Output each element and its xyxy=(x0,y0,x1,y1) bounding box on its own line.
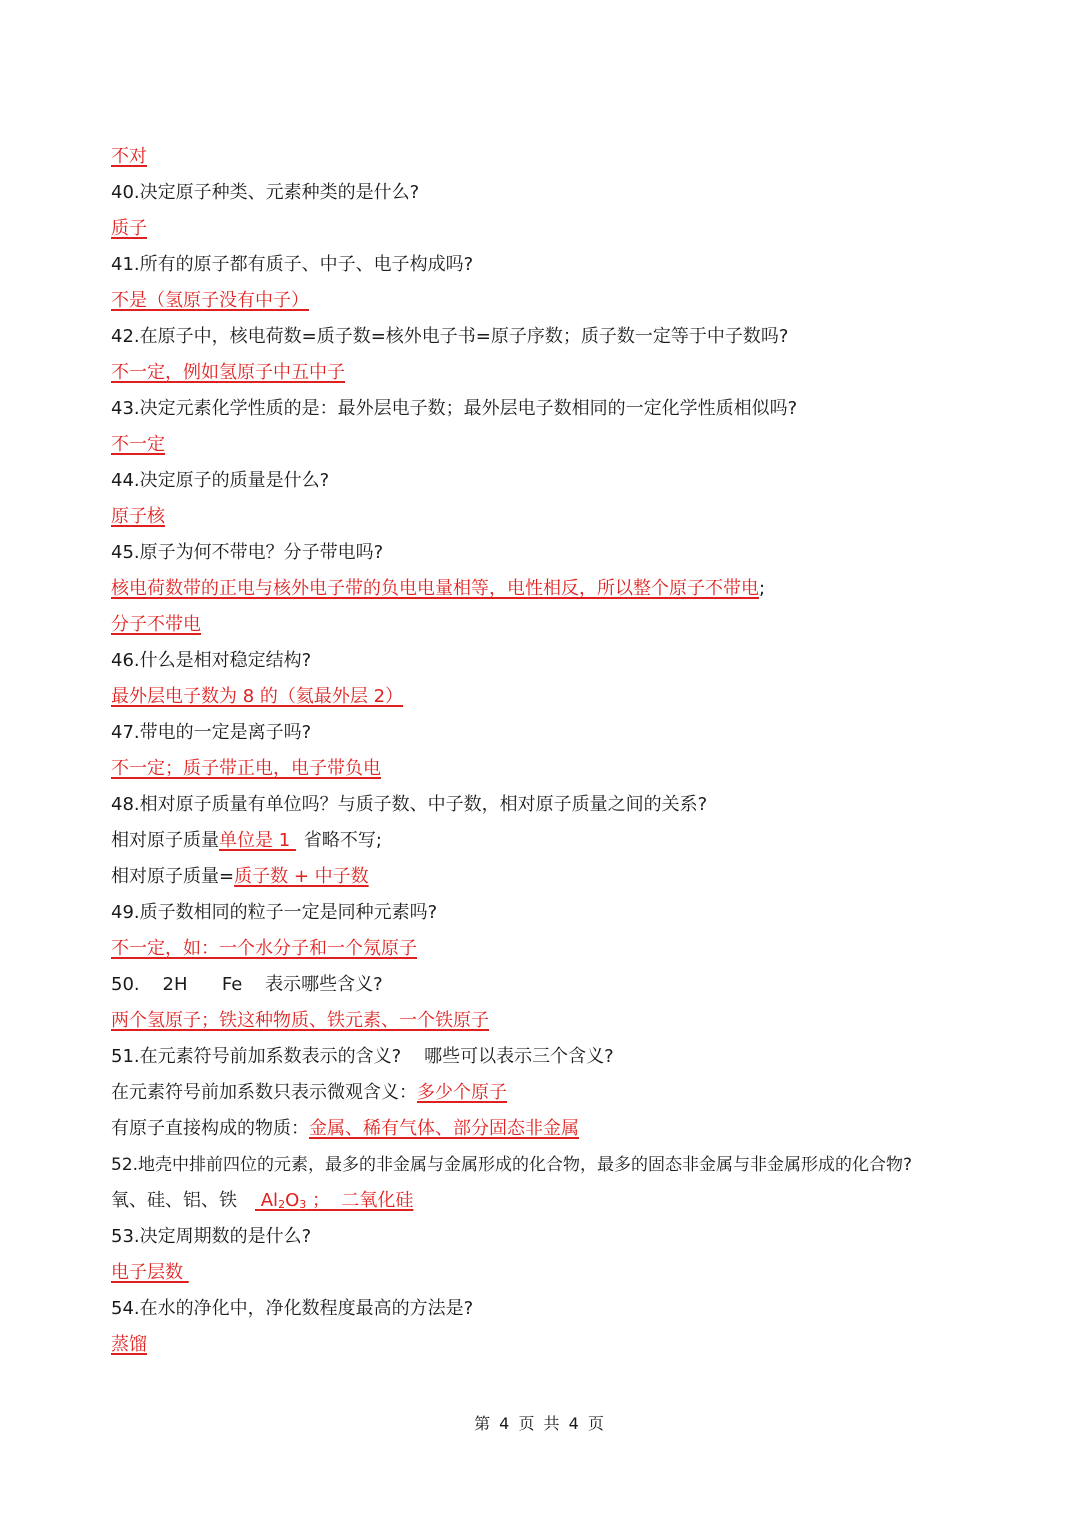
line-prefix: 相对原子质量 xyxy=(111,830,219,851)
answer-text: 多少个原子 xyxy=(417,1082,507,1103)
formula-sep: ； xyxy=(311,1190,330,1211)
mixed-line xyxy=(111,1075,1011,1111)
answer-line xyxy=(111,283,1011,319)
question-line: 48.相对原子质量有单位吗？与质子数、中子数，相对原子质量之间的关系? xyxy=(111,794,708,815)
question-line: 46.什么是相对稳定结构? xyxy=(111,650,312,671)
answer-line xyxy=(111,607,1011,643)
answer-line xyxy=(111,1255,1011,1291)
line-prefix: 在元素符号前加系数只表示微观含义： xyxy=(111,1082,417,1103)
question-line: 45.原子为何不带电？分子带电吗? xyxy=(111,542,384,563)
answer-line xyxy=(111,1327,1011,1363)
answer-line xyxy=(111,571,1011,607)
answer-text: 质子 xyxy=(111,218,147,239)
answer-text: 分子不带电 xyxy=(111,614,201,635)
answer-text: 最外层电子数为 8 的（氦最外层 2） xyxy=(111,686,404,707)
answer-text: 质子数 + 中子数 xyxy=(234,866,369,887)
answer-line xyxy=(111,211,1011,247)
answer-suffix: ; xyxy=(759,578,766,599)
answer-line xyxy=(111,427,1011,463)
answer-text: 电子层数 xyxy=(111,1262,189,1283)
question-line: 47.带电的一定是离子吗? xyxy=(111,722,312,743)
answer-text: 不一定；质子带正电，电子带负电 xyxy=(111,758,381,779)
mixed-line xyxy=(111,859,1011,895)
answer-text: 核电荷数带的正电与核外电子带的负电电量相等，电性相反，所以整个原子不带电 xyxy=(111,578,759,599)
formula-o: O xyxy=(285,1190,300,1211)
question-line: 49.质子数相同的粒子一定是同种元素吗? xyxy=(111,902,438,923)
question-line: 41.所有的原子都有质子、中子、电子构成吗? xyxy=(111,254,474,275)
answer-text: 不一定，例如氢原子中五中子 xyxy=(111,362,345,383)
qa-list xyxy=(111,139,1011,1363)
line-prefix: 相对原子质量= xyxy=(111,866,235,887)
answer-text: 不一定，如：一个水分子和一个氖原子 xyxy=(111,938,417,959)
answer-text: 不一定 xyxy=(111,434,165,455)
formula-sub-2: 2 xyxy=(278,1198,286,1211)
question-line: 53.决定周期数的是什么? xyxy=(111,1226,312,1247)
question-line: 50. 2H Fe 表示哪些含义? xyxy=(111,974,383,995)
question-line: 51.在元素符号前加系数表示的含义? 哪些可以表示三个含义? xyxy=(111,1046,614,1067)
formula-answer xyxy=(255,1190,413,1211)
line-prefix: 氧、硅、铝、铁 xyxy=(111,1190,237,1211)
answer-line xyxy=(111,679,1011,715)
line-prefix: 有原子直接构成的物质： xyxy=(111,1118,309,1139)
question-line: 43.决定元素化学性质的是：最外层电子数；最外层电子数相同的一定化学性质相似吗? xyxy=(111,398,798,419)
formula-sio2: 二氧化硅 xyxy=(341,1190,414,1211)
line-suffix: 省略不写; xyxy=(303,830,382,851)
answer-line xyxy=(111,1003,1011,1039)
formula-al: Al xyxy=(260,1190,279,1211)
answer-text: 不是（氢原子没有中子） xyxy=(111,290,309,311)
question-line: 54.在水的净化中，净化数程度最高的方法是? xyxy=(111,1298,474,1319)
answer-text: 不对 xyxy=(111,146,147,167)
answer-line xyxy=(111,931,1011,967)
answer-text: 两个氢原子；铁这种物质、铁元素、一个铁原子 xyxy=(111,1010,489,1031)
answer-line xyxy=(111,751,1011,787)
answer-line xyxy=(111,499,1011,535)
answer-text: 蒸馏 xyxy=(111,1334,147,1355)
question-line: 44.决定原子的质量是什么? xyxy=(111,470,330,491)
answer-line xyxy=(111,355,1011,391)
mixed-line xyxy=(111,1111,1011,1147)
question-line: 40.决定原子种类、元素种类的是什么? xyxy=(111,182,420,203)
answer-text: 原子核 xyxy=(111,506,165,527)
question-line: 42.在原子中，核电荷数=质子数=核外电子书=原子序数；质子数一定等于中子数吗? xyxy=(111,326,789,347)
formula-sub-3: 3 xyxy=(299,1198,307,1211)
mixed-line xyxy=(111,823,1011,859)
formula-line xyxy=(111,1183,1011,1219)
question-line: 52.地壳中排前四位的元素，最多的非金属与金属形成的化合物，最多的固态非金属与非金属形成的化合物? xyxy=(111,1155,913,1175)
answer-text: 单位是 1 xyxy=(219,830,296,851)
answer-line xyxy=(111,139,1011,175)
answer-text: 金属、稀有气体、部分固态非金属 xyxy=(309,1118,579,1139)
page-footer: 第 4 页 共 4 页 xyxy=(474,1414,606,1433)
